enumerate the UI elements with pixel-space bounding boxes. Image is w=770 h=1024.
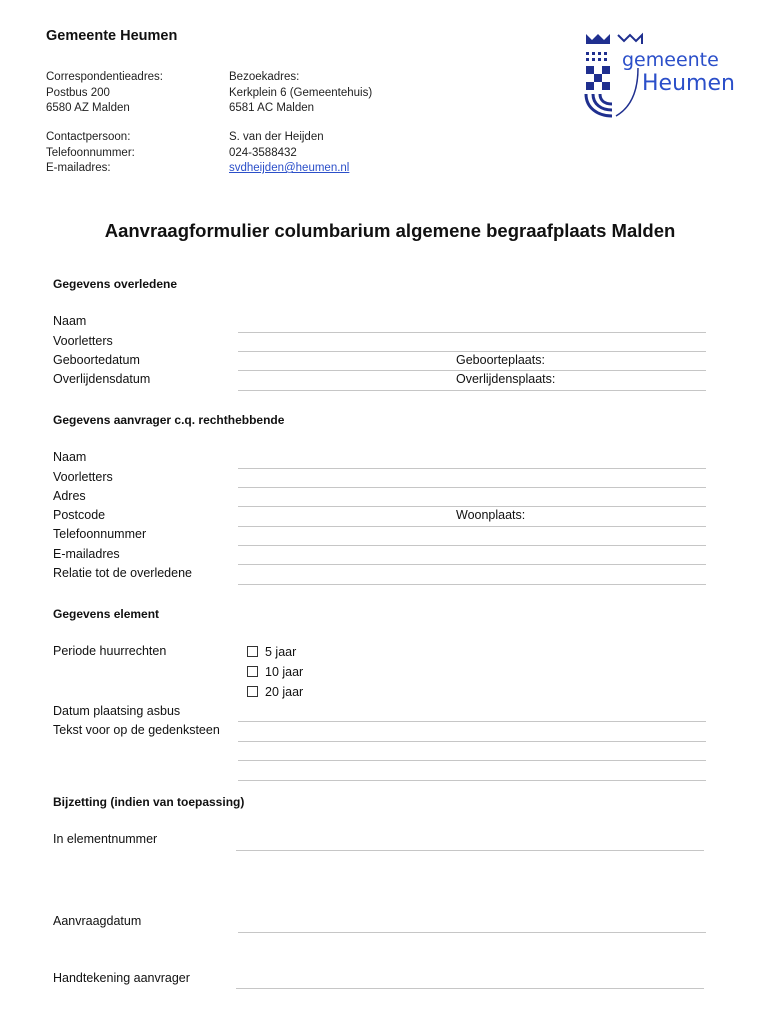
contact-values <box>229 130 349 177</box>
stone-text-field-line1[interactable] <box>238 741 706 742</box>
stone-text-field-line2[interactable] <box>238 760 706 761</box>
stone-text-label: Tekst voor op de gedenksteen <box>53 723 220 737</box>
visit-address-line2: 6581 AC Malden <box>229 102 315 114</box>
svg-text:gemeente: gemeente <box>622 49 719 71</box>
deceased-deathdate-label: Overlijdensdatum <box>53 372 151 386</box>
placement-date-label: Datum plaatsing asbus <box>53 704 181 718</box>
visit-address <box>229 70 372 117</box>
visit-address-line1: Kerkplein 6 (Gemeentehuis) <box>229 86 373 99</box>
applicant-city-label: Woonplaats: <box>456 508 526 522</box>
signature-field[interactable] <box>236 988 704 989</box>
deceased-birthdate-field[interactable] <box>238 370 706 371</box>
applicant-phone-field[interactable] <box>238 545 706 546</box>
applicant-initials-label: Voorletters <box>53 470 113 484</box>
option-20-years[interactable] <box>247 685 303 699</box>
applicant-section-title: Gegevens aanvrager c.q. rechthebbende <box>53 413 285 427</box>
request-date-field[interactable] <box>238 932 706 933</box>
applicant-address-field[interactable] <box>238 506 706 507</box>
placement-date-field[interactable] <box>238 721 706 722</box>
applicant-email-label: E-mailadres <box>53 547 120 561</box>
correspondence-address-line1: Postbus 200 <box>46 86 110 99</box>
option-5-years-label: 5 jaar <box>265 645 297 659</box>
applicant-postcode-field[interactable] <box>238 526 706 527</box>
visit-address-label: Bezoekadres: <box>229 71 300 83</box>
element-section-title: Gegevens element <box>53 607 160 621</box>
deceased-deathdate-field[interactable] <box>238 390 706 391</box>
checkbox-20-years[interactable] <box>247 686 258 697</box>
deceased-name-label: Naam <box>53 314 87 328</box>
deceased-name-field[interactable] <box>238 332 706 333</box>
contact-phone: 024-3588432 <box>229 146 297 159</box>
deceased-initials-field[interactable] <box>238 351 706 352</box>
rental-period-label: Periode huurrechten <box>53 644 167 658</box>
applicant-address-label: Adres <box>53 489 86 503</box>
applicant-initials-field[interactable] <box>238 487 706 488</box>
heumen-crest-icon <box>584 30 744 120</box>
correspondence-address-label: Correspondentieadres: <box>46 71 163 83</box>
addition-section-title: Bijzetting (indien van toepassing) <box>53 795 245 809</box>
option-10-years-label: 10 jaar <box>265 665 304 679</box>
heumen-logo <box>584 30 744 120</box>
correspondence-address <box>46 70 163 117</box>
contact-labels <box>46 130 135 177</box>
checkbox-10-years[interactable] <box>247 666 258 677</box>
stone-text-field-line3[interactable] <box>238 780 706 781</box>
element-number-field[interactable] <box>236 850 704 851</box>
applicant-name-field[interactable] <box>238 468 706 469</box>
signature-label: Handtekening aanvrager <box>53 971 190 985</box>
applicant-email-field[interactable] <box>238 564 706 565</box>
applicant-phone-label: Telefoonnummer <box>53 527 147 541</box>
element-number-label: In elementnummer <box>53 832 158 846</box>
applicant-relation-label: Relatie tot de overledene <box>53 566 192 580</box>
deceased-section-title: Gegevens overledene <box>53 277 178 291</box>
deceased-birthdate-label: Geboortedatum <box>53 353 140 367</box>
option-20-years-label: 20 jaar <box>265 685 304 699</box>
correspondence-address-line2: 6580 AZ Malden <box>46 102 130 114</box>
applicant-postcode-label: Postcode <box>53 508 106 522</box>
deceased-birthplace-label: Geboorteplaats: <box>456 353 545 367</box>
contact-person-label: Contactpersoon: <box>46 131 131 143</box>
form-title: Aanvraagformulier columbarium algemene begraafplaats Malden <box>104 220 676 241</box>
organization-name: Gemeente Heumen <box>46 28 178 44</box>
applicant-relation-field[interactable] <box>238 584 706 585</box>
option-10-years[interactable] <box>247 665 303 679</box>
deceased-initials-label: Voorletters <box>53 334 113 348</box>
contact-email-label: E-mailadres: <box>46 162 111 174</box>
svg-text:Heumen: Heumen <box>642 71 735 96</box>
contact-person: S. van der Heijden <box>229 131 324 143</box>
checkbox-5-years[interactable] <box>247 646 258 657</box>
request-date-label: Aanvraagdatum <box>53 914 142 928</box>
deceased-deathplace-label: Overlijdensplaats: <box>456 372 556 386</box>
contact-email-link[interactable]: svdheijden@heumen.nl <box>229 162 350 174</box>
option-5-years[interactable] <box>247 645 296 659</box>
applicant-name-label: Naam <box>53 450 87 464</box>
contact-phone-label: Telefoonnummer: <box>46 146 135 159</box>
